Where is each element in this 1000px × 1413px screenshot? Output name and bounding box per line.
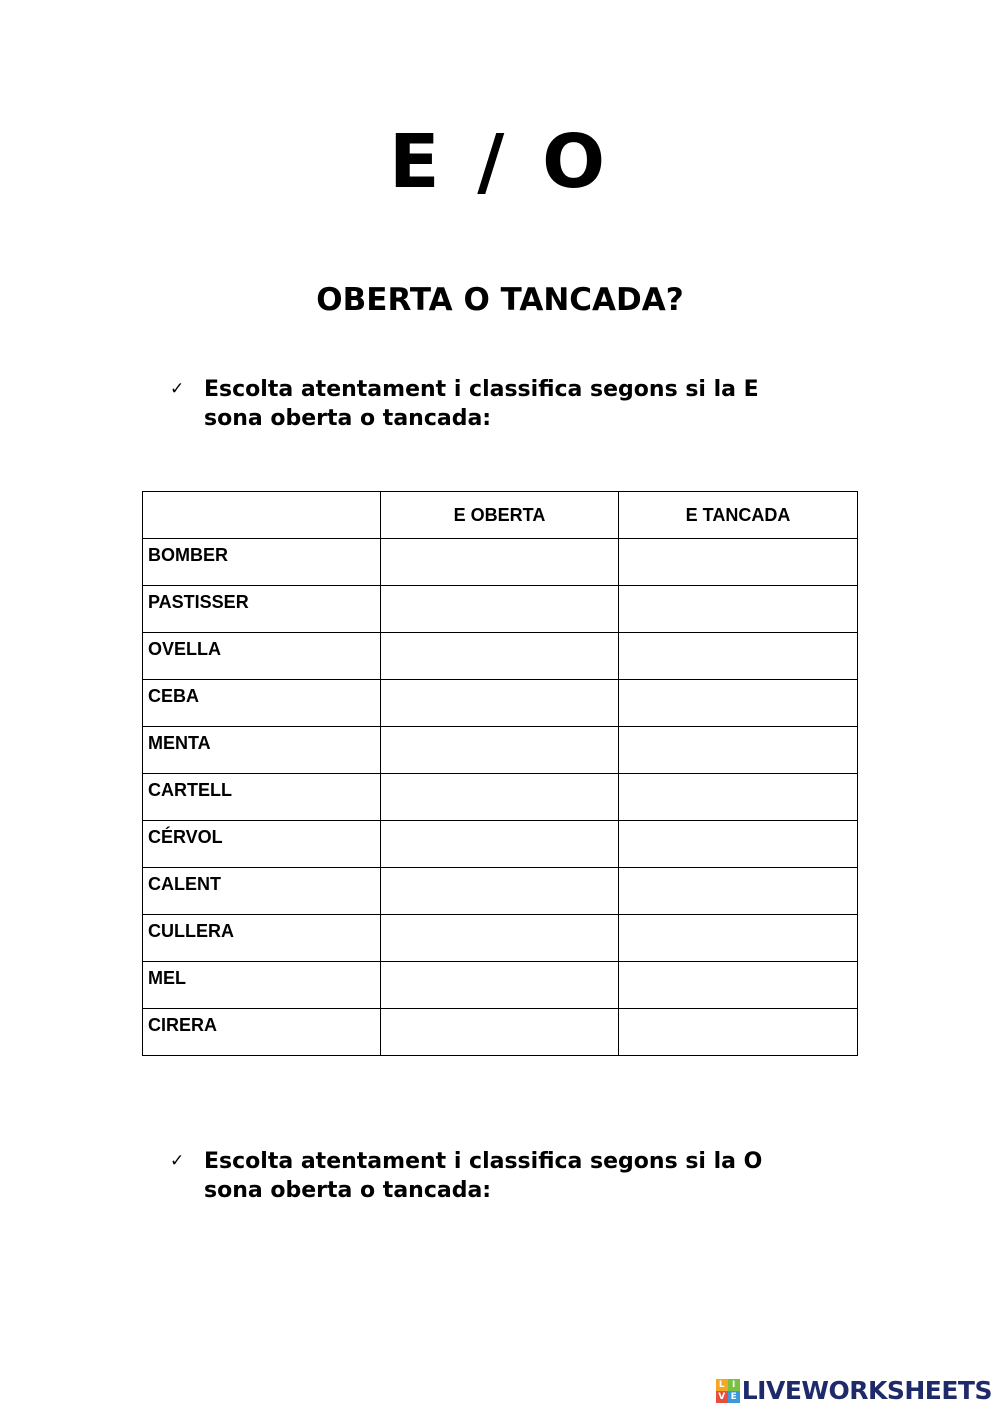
- table-row: [143, 915, 858, 962]
- liveworksheets-text: LIVEWORKSHEETS: [741, 1376, 992, 1405]
- table-row: [143, 633, 858, 680]
- answer-cell-e-oberta[interactable]: [381, 680, 619, 727]
- logo-letter: I: [728, 1379, 740, 1391]
- answer-cell-e-oberta[interactable]: [381, 539, 619, 586]
- word-cell: CIRERA: [143, 1009, 381, 1056]
- word-cell: CARTELL: [143, 774, 381, 821]
- word-cell: CÉRVOL: [143, 821, 381, 868]
- table-row: [143, 821, 858, 868]
- liveworksheets-logo-icon: [716, 1379, 740, 1403]
- checkmark-icon: ✓: [170, 1151, 185, 1171]
- page-title: E / O: [388, 119, 611, 205]
- liveworksheets-watermark: [716, 1376, 992, 1406]
- logo-letter: E: [728, 1391, 740, 1403]
- answer-cell-e-oberta[interactable]: [381, 821, 619, 868]
- answer-cell-e-oberta[interactable]: [381, 915, 619, 962]
- answer-cell-e-tancada[interactable]: [619, 915, 858, 962]
- answer-cell-e-tancada[interactable]: [619, 868, 858, 915]
- answer-cell-e-tancada[interactable]: [619, 821, 858, 868]
- answer-cell-e-oberta[interactable]: [381, 1009, 619, 1056]
- instruction-o: [170, 1147, 850, 1205]
- logo-letter: V: [716, 1391, 728, 1403]
- answer-cell-e-oberta[interactable]: [381, 962, 619, 1009]
- header-empty-cell: [143, 492, 381, 539]
- table-row: [143, 774, 858, 821]
- word-cell: MENTA: [143, 727, 381, 774]
- word-cell: CULLERA: [143, 915, 381, 962]
- word-cell: CALENT: [143, 868, 381, 915]
- header-e-tancada: E TANCADA: [619, 492, 858, 539]
- word-cell: PASTISSER: [143, 586, 381, 633]
- table-row: [143, 962, 858, 1009]
- answer-cell-e-tancada[interactable]: [619, 680, 858, 727]
- answer-cell-e-tancada[interactable]: [619, 586, 858, 633]
- word-cell: CEBA: [143, 680, 381, 727]
- table-row: [143, 586, 858, 633]
- instruction-o-text: Escolta atentament i classifica segons si la O sona oberta o tancada:: [204, 1149, 763, 1203]
- header-e-oberta: E OBERTA: [381, 492, 619, 539]
- page-subtitle: OBERTA O TANCADA?: [316, 282, 684, 318]
- table-header-row: [143, 492, 858, 539]
- answer-cell-e-tancada[interactable]: [619, 633, 858, 680]
- classification-table-e: [142, 491, 858, 1056]
- answer-cell-e-oberta[interactable]: [381, 633, 619, 680]
- instruction-e-text: Escolta atentament i classifica segons si la E sona oberta o tancada:: [204, 377, 759, 431]
- table-row: [143, 868, 858, 915]
- instruction-e: [170, 375, 850, 433]
- answer-cell-e-tancada[interactable]: [619, 774, 858, 821]
- answer-cell-e-tancada[interactable]: [619, 1009, 858, 1056]
- table-row: [143, 539, 858, 586]
- logo-letter: L: [716, 1379, 728, 1391]
- answer-cell-e-oberta[interactable]: [381, 868, 619, 915]
- answer-cell-e-tancada[interactable]: [619, 962, 858, 1009]
- table-row: [143, 1009, 858, 1056]
- answer-cell-e-tancada[interactable]: [619, 539, 858, 586]
- checkmark-icon: ✓: [170, 379, 185, 399]
- answer-cell-e-tancada[interactable]: [619, 727, 858, 774]
- word-cell: MEL: [143, 962, 381, 1009]
- table-row: [143, 680, 858, 727]
- word-cell: OVELLA: [143, 633, 381, 680]
- table-row: [143, 727, 858, 774]
- answer-cell-e-oberta[interactable]: [381, 586, 619, 633]
- word-cell: BOMBER: [143, 539, 381, 586]
- answer-cell-e-oberta[interactable]: [381, 774, 619, 821]
- answer-cell-e-oberta[interactable]: [381, 727, 619, 774]
